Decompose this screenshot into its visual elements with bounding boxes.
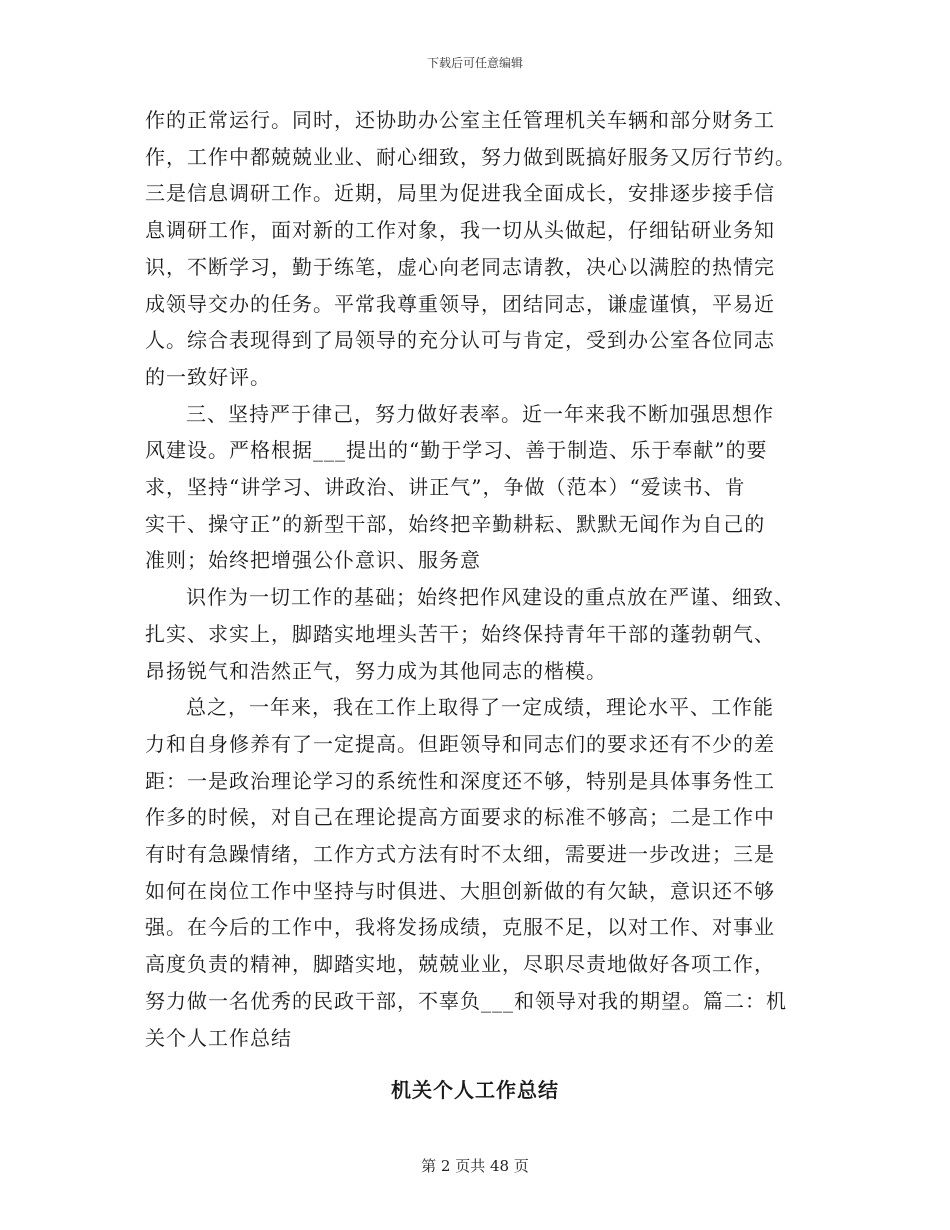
page-number: 第 2 页共 48 页 xyxy=(421,1157,529,1175)
body-line: 力和自身修养有了一定提高。但距领导和同志们的要求还有不少的差 xyxy=(145,731,775,756)
paragraph-start-line: 总之，一年来，我在工作上取得了一定成绩，理论水平、工作能 xyxy=(186,695,774,720)
body-line: 作的正常运行。同时，还协助办公室主任管理机关车辆和部分财务工 xyxy=(145,108,775,132)
body-line: 的一致好评。 xyxy=(145,364,271,389)
body-line: 高度负责的精神，脚踏实地，兢兢业业，尽职尽责地做好各项工作， xyxy=(145,952,775,977)
body-line: 人。综合表现得到了局领导的充分认可与肯定，受到办公室各位同志 xyxy=(145,328,775,353)
body-line: 实干、操守正”的新型干部，始终把辛勤耕耘、默默无闻作为自己的 xyxy=(145,511,766,536)
paragraph-start-line: 三、坚持严于律己，努力做好表率。近一年来我不断加强思想作 xyxy=(186,401,774,426)
body-line: 作多的时候，对自己在理论提高方面要求的标准不够高；二是工作中 xyxy=(145,805,775,830)
body-line: 努力做一名优秀的民政干部，不辜负___和领导对我的期望。篇二：机 xyxy=(145,988,787,1013)
body-line: 有时有急躁情绪，工作方式方法有时不太细，需要进一步改进；三是 xyxy=(145,842,775,867)
section-title: 机关个人工作总结 xyxy=(391,1078,559,1102)
body-line: 成领导交办的任务。平常我尊重领导，团结同志，谦虚谨慎，平易近 xyxy=(145,291,775,316)
body-line: 作，工作中都兢兢业业、耐心细致，努力做到既搞好服务又厉行节约。 xyxy=(145,144,796,169)
body-line: 昂扬锐气和浩然正气，努力成为其他同志的楷模。 xyxy=(145,658,607,683)
body-line: 关个人工作总结 xyxy=(145,1025,292,1050)
body-line: 扎实、求实上，脚踏实地埋头苦干；始终保持青年干部的蓬勃朝气、 xyxy=(145,621,775,646)
body-line: 距：一是政治理论学习的系统性和深度还不够，特别是具体事务性工 xyxy=(145,768,775,793)
body-line: 如何在岗位工作中坚持与时俱进、大胆创新做的有欠缺，意识还不够 xyxy=(145,878,775,903)
paragraph-start-line: 识作为一切工作的基础；始终把作风建设的重点放在严谨、细致、 xyxy=(186,585,795,610)
body-line: 识，不断学习，勤于练笔，虚心向老同志请教，决心以满腔的热情完 xyxy=(145,254,775,279)
page-header-note: 下载后可任意编辑 xyxy=(426,56,523,70)
body-line: 三是信息调研工作。近期，局里为促进我全面成长，安排逐步接手信 xyxy=(145,181,775,206)
document-body xyxy=(145,102,805,1056)
body-line: 息调研工作，面对新的工作对象，我一切从头做起，仔细钻研业务知 xyxy=(145,218,775,243)
body-line: 强。在今后的工作中，我将发扬成绩，克服不足，以对工作、对事业 xyxy=(145,915,775,940)
body-line: 准则；始终把增强公仆意识、服务意 xyxy=(145,548,481,573)
body-line: 风建设。严格根据___提出的“勤于学习、善于制造、乐于奉献”的要 xyxy=(145,438,768,463)
body-line: 求，坚持“讲学习、讲政治、讲正气”，争做（范本）“爱读书、肯 xyxy=(145,475,746,500)
